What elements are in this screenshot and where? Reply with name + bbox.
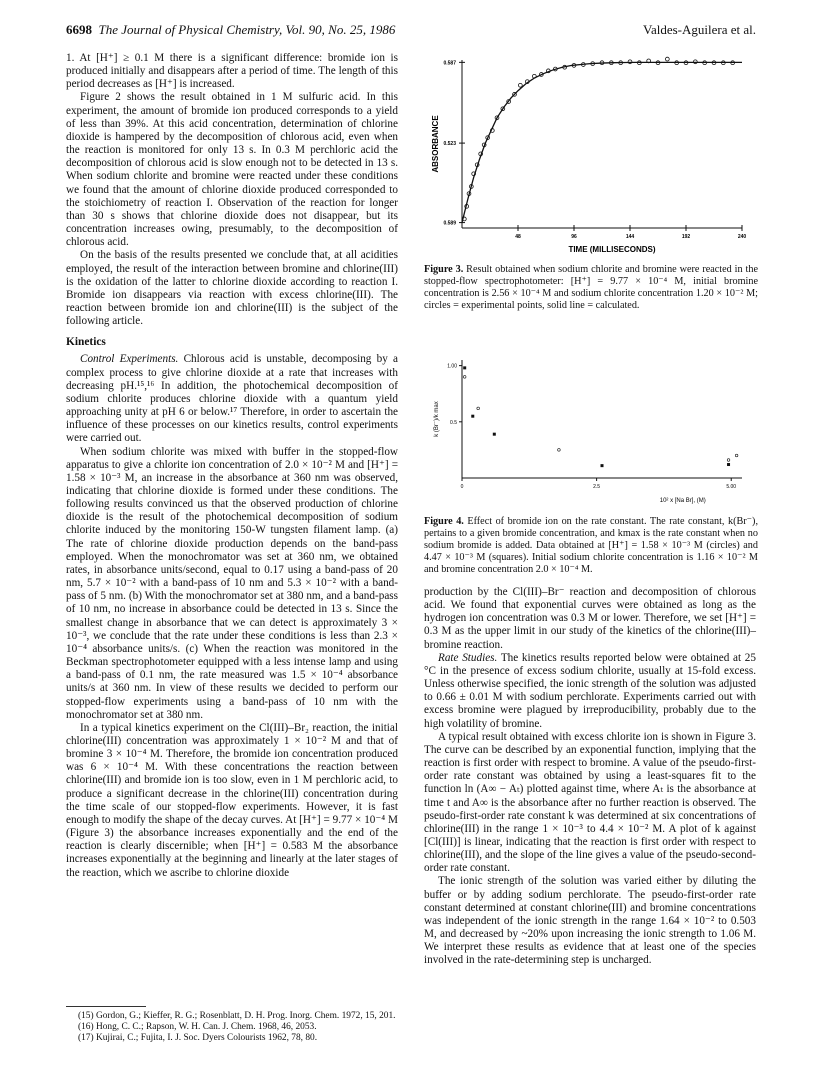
x-tick-label: 48 <box>515 234 521 240</box>
data-point <box>518 83 522 87</box>
circle-point <box>727 459 730 462</box>
left-paragraph-2: Figure 2 shows the result obtained in 1 M sulfuric acid. In this experiment, the amount of bromide ion produced corresponds to a yield of less than 39%. At this acid concentration, determination of chlorine dioxide is hampered by the decomposition of chlorous acid, even when the reaction is monitored for only 13 s. In 0.3 M perchloric acid the decomposition of chlorous acid is slow enough not to be detected in 13 s. When sodium chlorite and bromine were reacted under these conditions we found that the amount of chlorine dioxide produced corresponded to the stoichiometry of reaction I. Observation of the reaction for longer than 30 s shows that chlorine dioxide does not disappear, but its concentration increases owing, presumably, to the decomposition of chlorous acid. <box>66 91 398 249</box>
header-authors: Valdes-Aguilera et al. <box>643 22 756 37</box>
figure-3-caption-label: Figure 3. <box>424 264 464 275</box>
y-tick-label: 0.5 <box>450 419 457 426</box>
y-tick-label: 0.523 <box>443 141 456 148</box>
x-tick-label: 144 <box>625 234 635 240</box>
square-point <box>601 464 604 467</box>
circle-point <box>477 407 480 410</box>
y-axis-label: k (Br⁻)/k max <box>434 401 440 437</box>
right-paragraph-4: The ionic strength of the solution was varied either by diluting the buffer or by adding sodium perchlorate. The pseudo-first-order rate constant determined at constant chlorine(III) and bromine concentrations was independent of the ionic strength in the range 1.64 × 10⁻² to 0.503 M, and decreased by ~20% upon increasing the ionic strength to 1.06 M. We interpret these results as evidence that at least one of the species involved in the rate-determining step is uncharged. <box>424 875 756 967</box>
journal-citation: The Journal of Physical Chemistry, Vol. 90, No. 25, 1986 <box>98 22 396 37</box>
x-tick-label: 96 <box>571 234 577 240</box>
right-paragraph-1: production by the Cl(III)–Br⁻ reaction and decomposition of chlorous acid. We found that exponential curves were obtained as long as the hydrogen ion concentration was 0.3 M or lower. Therefore, we set [H⁺] = 0.3 M as the upper limit in our study of the kinetics of the chlorine(III)–bromine reaction. <box>424 586 756 651</box>
square-point <box>493 433 496 436</box>
left-paragraph-3: On the basis of the results presented we conclude that, at all acidities employed, the result of the interaction between bromine and chlorine(III) is the oxidation of the latter to chlorine dioxide according to reaction I. Bromide ion disappears via reaction with excess chlorine(III). The reaction between bromide ion and chlorine(III) is the subject of the following article. <box>66 249 398 328</box>
header-left <box>66 22 395 38</box>
reference-16: (16) Hong, C. C.; Rapson, W. H. Can. J. Chem. 1968, 46, 2053. <box>78 1022 317 1033</box>
x-tick-label: 5.00 <box>726 484 737 490</box>
figure-4 <box>424 348 764 508</box>
square-point <box>471 415 474 418</box>
circle-point <box>735 454 738 457</box>
figure-4-caption-label: Figure 4. <box>424 516 464 527</box>
x-axis-label: 10² x [Na Br], (M) <box>659 498 706 504</box>
left-paragraph-4 <box>66 353 398 445</box>
y-tick-label: 0.589 <box>443 220 456 227</box>
figure-3-caption-text: Result obtained when sodium chlorite and bromine were reacted in the stopped-flow spectrophotometer: [H⁺] = 9.77 × 10⁻⁴ M, initial bromine concentration is 2.56 × 10⁻⁴ M and sodium chlorite concentration 1.20 × 10⁻² M; circles = experimental points, solid line = calculated. <box>424 264 758 311</box>
left-paragraph-1: 1. At [H⁺] ≥ 0.1 M there is a significant difference: bromide ion is produced initially and disappears after a period of time. The length of this period decreases as [H⁺] is increased. <box>66 52 398 91</box>
left-paragraph-5: When sodium chlorite was mixed with buffer in the stopped-flow apparatus to give a chlorite ion concentration of 2.0 × 10⁻² M and [H⁺] = 1.58 × 10⁻³ M, an increase in the absorbance at 360 nm was observed, indicating that chlorine dioxide is formed under these conditions. The following results convinced us that the observed production of chlorine dioxide is the result of the photochemical decomposition of sodium chlorite induced by the monitoring 150-W tungsten filament lamp. (a) The rate of chlorine dioxide production depends on the band-pass employed. When the monochromator was set at 360 nm, we obtained rates, in absorbance units/second, equal to 0.17 using a band-pass of 20 nm, 5.7 × 10⁻² with a band-pass of 10 nm and 5.3 × 10⁻² with a band-pass of 5 nm. (b) With the monochromator set at 380 nm, and a band-pass of 10 nm, no increase in absorbance could be detected in 13 s. Since the smallest change in absorbance that we can detect is approximately 3 × 10⁻³, we conclude that the rate under these conditions is less than 2.3 × 10⁻⁴ absorbance units/s. (c) When the reaction was monitored in the Beckman spectrophotometer equipped with a less intense lamp and using a band-pass of 0.1 nm, the rate measured was 1.5 × 10⁻⁴ absorbance units/s at 360 nm. In view of these results we decided to perform our stopped-flow experiments using a band-pass of 10 nm with the monochromator set at 380 nm. <box>66 445 398 721</box>
figure-3-plot <box>424 50 764 260</box>
figure-3-caption <box>424 264 758 312</box>
left-paragraph-4-body: Chlorous acid is unstable, decomposing by a complex process to give chlorine dioxide at a rate that increases with decreasing pH.¹⁵,¹⁶ In addition, the photochemical decomposition of sodium chlorite produces chlorine dioxide with a quantum yield approaching unity at pH 6 or below.¹⁷ Therefore, in order to ascertain the influence of these processes on our kinetics results, control experiments were carried out. <box>66 353 398 445</box>
square-point <box>463 366 466 369</box>
figure-4-plot <box>424 348 764 508</box>
reference-15: (15) Gordon, G.; Kieffer, R. G.; Rosenblatt, D. H. Prog. Inorg. Chem. 1972, 15, 201. <box>78 1011 396 1021</box>
x-tick-label: 240 <box>737 234 747 240</box>
x-tick-label: 2.5 <box>593 484 601 490</box>
figure-4-caption <box>424 516 758 576</box>
circle-point <box>558 449 561 452</box>
x-axis-label: TIME (MILLISECONDS) <box>568 245 656 254</box>
y-tick-label: 1.00 <box>447 363 457 370</box>
section-title-kinetics: Kinetics <box>66 336 106 349</box>
circle-point <box>463 376 466 379</box>
figure-3 <box>424 50 764 260</box>
reference-17: (17) Kujirai, C.; Fujita, I. J. Soc. Dyers Colourists 1962, 78, 80. <box>78 1033 318 1044</box>
right-paragraph-2 <box>424 652 756 731</box>
fit-curve <box>462 62 742 222</box>
right-paragraph-3: A typical result obtained with excess chlorite ion is shown in Figure 3. The curve can be described by an exponential function, implying that the reaction is first order with respect to bromine. A value of the pseudo-first-order rate constant was obtained by using a least-squares fit to the function ln (A∞ − Aₜ) plotted against time, where Aₜ is the absorbance at time t and A∞ is the absorbance after no further reaction is observed. The pseudo-first-order rate constant k was determined at six concentrations of chlorine(III) in the range 1 × 10⁻³ to 4.4 × 10⁻² M. A plot of k against [Cl(III)] is linear, indicating that the reaction is first order with respect to chlorine(III), and the slope of the line gives a value of the pseudo-second-order rate constant. <box>424 730 756 875</box>
figure-4-caption-text: Effect of bromide ion on the rate constant. The rate constant, k(Br⁻), pertains to a given bromide concentration, and kmax is the rate constant when no sodium bromide is added. Data obtained at [H⁺] = 1.58 × 10⁻³ M (circles) and 4.47 × 10⁻³ M (squares). Initial sodium chlorite concentration is 1.16 × 10⁻² M and bromine concentration 2.0 × 10⁻⁴ M. <box>424 516 758 575</box>
left-paragraph-6: In a typical kinetics experiment on the Cl(III)–Br₂ reaction, the initial chlorine(III) concentration was approximately 1 × 10⁻² M and that of bromine 3 × 10⁻⁴ M. Therefore, the bromide ion concentration produced was 6 × 10⁻⁴ M. With these concentrations the reaction between chlorine(III) and bromide ion is too slow, even in 1 M perchloric acid, to produce a significant decrease in the chlorine(III) concentration during the time scale of our stopped-flow experiments. However, it is fast enough to modify the shape of the decay curves. At [H⁺] = 9.77 × 10⁻⁴ M (Figure 3) the absorbance increases exponentially and the end of the reaction is clearly discernible; when [H⁺] = 0.583 M the absorbance increases exponentially at the beginning and linearly at the later stages of the reaction, which we ascribe to chlorine dioxide <box>66 721 398 879</box>
right-paragraph-2-body: The kinetics results reported below were obtained at 25 °C in the presence of excess sodium chlorite, usually at 15-fold excess. Unless otherwise specified, the ionic strength of the solution was adjusted to 0.66 ± 0.01 M with sodium perchlorate. Experiments carried out with excess bromine were plagued by irreproducibility, probably due to the high volatility of bromine. <box>424 651 756 730</box>
y-tick-label: 0.587 <box>443 60 456 67</box>
data-point <box>665 57 669 61</box>
page-number: 6698 <box>66 22 92 37</box>
right-column <box>424 586 756 968</box>
page-header <box>66 22 756 42</box>
y-axis-label: ABSORBANCE <box>431 115 440 173</box>
left-column <box>66 52 398 880</box>
subsection-lead-control: Control Experiments. <box>80 353 179 366</box>
subsection-lead-rate: Rate Studies. <box>438 651 498 664</box>
square-point <box>727 463 730 466</box>
references <box>66 1006 398 1045</box>
x-tick-label: 192 <box>681 234 691 240</box>
references-rule <box>66 1006 146 1007</box>
x-tick-label: 0 <box>460 484 464 490</box>
